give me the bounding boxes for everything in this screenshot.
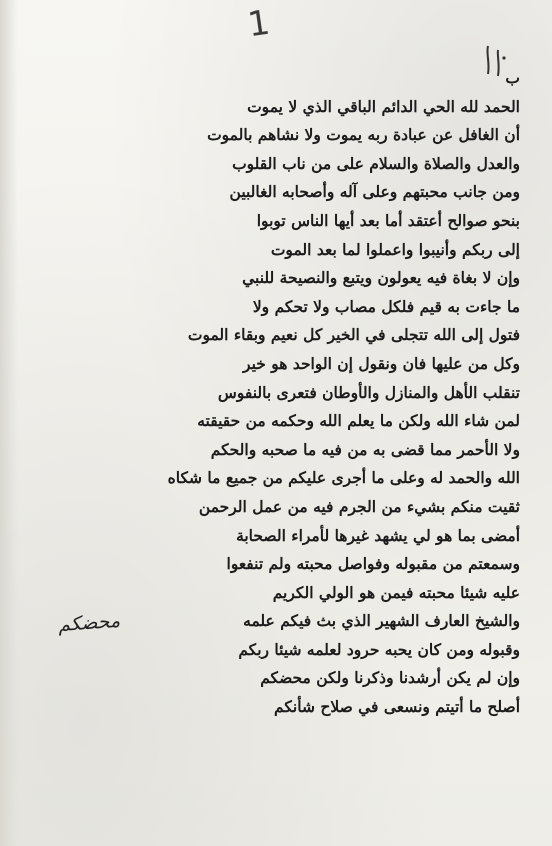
- text-line: أمضى بما هو لي يشهد غيرها لأمراء الصحابة: [236, 525, 520, 545]
- text-line: الله والحمد له وعلى ما أجرى عليكم من جميع ما شكاه: [167, 468, 520, 488]
- text-line: وكل من عليها فان ونقول إن الواحد هو خير: [243, 353, 520, 373]
- text-line: ب: [505, 68, 520, 87]
- page-number: 1: [245, 2, 273, 46]
- text-line: وإن لا بغاة فيه يعولون ويتبع والنصيحة للنبي: [242, 268, 520, 288]
- text-line: إلى ربكم وأنيبوا واعملوا لما بعد الموت: [270, 239, 520, 259]
- text-line: ثقيت منكم بشيء من الجرم فيه من عمل الرحمن: [198, 496, 520, 516]
- text-line: فتول إلى الله تتجلى في الخير كل نعيم وبقاء الموت: [187, 325, 520, 345]
- text-line: بنحو صوالح أعتقد أما بعد أيها الناس توبوا: [256, 210, 520, 230]
- text-line: وإن لم يكن أرشدنا وذكرنا ولكن محضكم: [260, 668, 520, 688]
- text-line: وسمعتم من مقبوله وفواصل محبته ولم تنفعوا: [226, 554, 520, 574]
- text-line: والعدل والصلاة والسلام على من ناب القلوب: [232, 153, 520, 173]
- text-line: لمن شاء الله ولكن ما يعلم الله وحكمه من حقيقته: [197, 411, 520, 431]
- text-line: أن الغافل عن عبادة ربه يموت ولا نشاهم بالموت: [207, 125, 520, 145]
- text-line: ومن جانب محبتهم وعلى آله وأصحابه الغالبين: [229, 182, 520, 202]
- page-edge-shadow: [0, 0, 18, 846]
- text-line: عليه شيئا محبته فيمن هو الولي الكريم: [272, 582, 520, 602]
- text-line: والشيخ العارف الشهير الذي بث فيكم علمه: [243, 611, 520, 631]
- text-line: تنقلب الأهل والمنازل والأوطان فتعرى بالنفوس: [217, 382, 520, 402]
- text-line: ولا الأحمر مما قضى به من فيه ما صحبه والحكم: [210, 439, 520, 459]
- text-line: الحمد لله الحي الدائم الباقي الذي لا يموت: [247, 96, 520, 116]
- margin-note: محضكم: [57, 609, 121, 637]
- text-line: أصلح ما أتيتم ونسعى في صلاح شأنكم: [274, 697, 520, 717]
- text-line: وقبوله ومن كان يحبه حرود لعلمه شيئا ربكم: [238, 639, 520, 659]
- text-line: ما جاءت به قيم فلكل مصاب ولا تحكم ولا: [252, 296, 520, 316]
- manuscript-text-block: [70, 64, 520, 722]
